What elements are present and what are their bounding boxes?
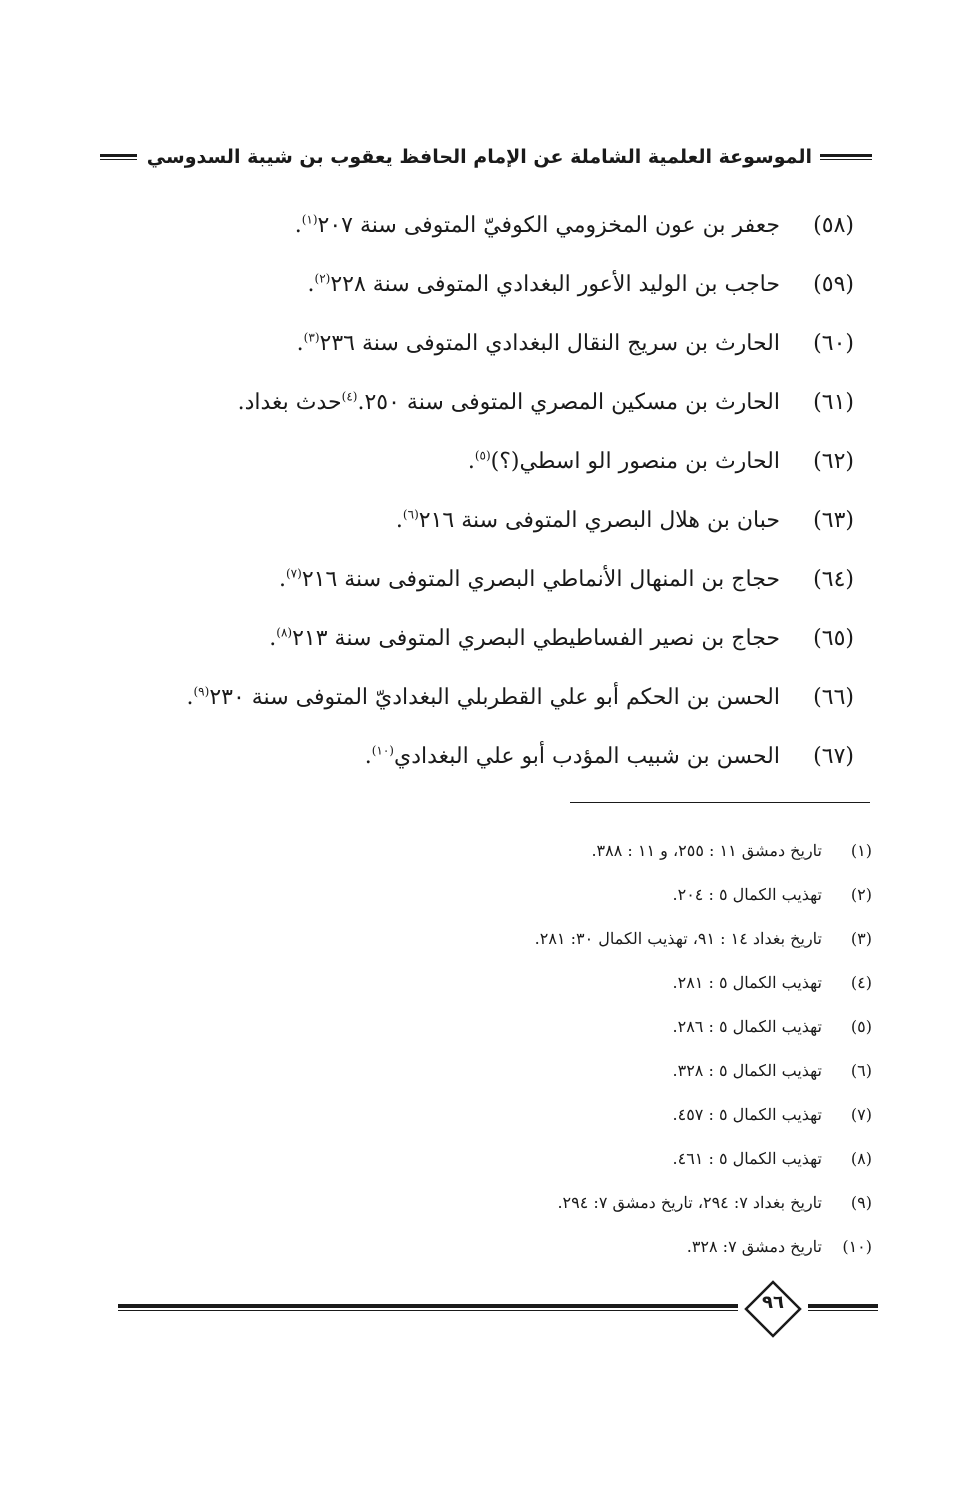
running-header — [100, 140, 872, 174]
footnote-item — [112, 1004, 872, 1048]
footnote-ref: (٢) — [314, 271, 331, 286]
footnote-item — [112, 1224, 872, 1268]
footnote-item — [112, 1092, 872, 1136]
entry-item — [114, 727, 854, 786]
entry-number: (٥٨) — [813, 213, 854, 238]
entry-text: الحسن بن الحكم أبو علي القطربلي البغداديّ المتوفى سنة ٢٣٠$^{(٩)}$. — [186, 684, 780, 710]
footnote-ref: (٩) — [193, 684, 210, 699]
footnote-number: (٧) — [850, 1104, 872, 1124]
entry-text: الحارث بن سريج النقال البغدادي المتوفى سنة ٢٣٦$^{(٣)}$. — [296, 330, 780, 356]
entries-list — [114, 196, 854, 786]
header-rule-short — [820, 154, 872, 160]
footnote-item — [112, 916, 872, 960]
footnote-item — [112, 960, 872, 1004]
footnote-separator — [570, 802, 870, 803]
entry-text: حاجب بن الوليد الأعور البغدادي المتوفى سنة ٢٢٨$^{(٢)}$. — [307, 271, 780, 297]
header-rule-long — [100, 154, 137, 160]
footnote-ref: (٦) — [402, 507, 419, 522]
footnote-text: تهذيب الكمال ٥ : ٢٠٤. — [672, 884, 822, 904]
entry-item — [114, 196, 854, 255]
entry-text: الحارث بن مسكين المصري المتوفى سنة ٢٥٠.$^{(٤)}$حدث بغداد. — [237, 389, 780, 415]
footnote-text: تهذيب الكمال ٥ : ٤٥٧. — [672, 1104, 822, 1124]
entry-number: (٦٤) — [813, 567, 854, 592]
footnote-text: تاريخ بغداد ٧: ٢٩٤، تاريخ دمشق ٧: ٢٩٤. — [557, 1192, 822, 1212]
footnote-ref: (٨) — [276, 625, 293, 640]
entry-item — [114, 314, 854, 373]
footnote-text: تهذيب الكمال ٥ : ٢٨٦. — [672, 1016, 822, 1036]
footnote-number: (٨) — [850, 1148, 872, 1168]
entry-text: الحسن بن شبيب المؤدب أبو علي البغدادي$^{(١٠)}$. — [364, 743, 780, 769]
footnote-ref: (١٠) — [371, 743, 394, 758]
entry-number: (٦٧) — [813, 744, 854, 769]
footnote-number: (٤) — [850, 972, 872, 992]
footnote-item — [112, 1180, 872, 1224]
footnote-text: تاريخ دمشق ١١ : ٢٥٥، و ١١ : ٣٨٨. — [591, 840, 822, 860]
entry-text: حبان بن هلال البصري المتوفى سنة ٢١٦$^{(٦)}$. — [395, 507, 780, 533]
footnote-number: (٦) — [850, 1060, 872, 1080]
footnote-ref: (٥) — [474, 448, 491, 463]
footnote-number: (٩) — [850, 1192, 872, 1212]
footer-rule-right — [808, 1304, 878, 1311]
footnote-ref: (٣) — [303, 330, 320, 345]
header-title: الموسوعة العلمية الشاملة عن الإمام الحافظ يعقوب بن شيبة السدوسي — [146, 146, 812, 168]
entry-item — [114, 432, 854, 491]
entry-text: حجاج بن نصير الفساطيطي البصري المتوفى سنة ٢١٣$^{(٨)}$. — [269, 625, 780, 651]
footnotes-list — [112, 828, 872, 1268]
footnote-text: تاريخ بغداد ١٤ : ٩١، تهذيب الكمال ٣٠: ٢٨١. — [534, 928, 822, 948]
footnote-number: (٢) — [850, 884, 872, 904]
entry-number: (٥٩) — [813, 272, 854, 297]
footer-rule-left — [118, 1304, 738, 1311]
entry-text: الحارث بن منصور الو اسطي(؟)$^{(٥)}$. — [467, 448, 780, 474]
footnote-text: تهذيب الكمال ٥ : ٤٦١. — [672, 1148, 822, 1168]
entry-text: حجاج بن المنهال الأنماطي البصري المتوفى سنة ٢١٦$^{(٧)}$. — [278, 566, 780, 592]
footnote-number: (٣) — [850, 928, 872, 948]
footnote-ref: (٧) — [285, 566, 302, 581]
entry-item — [114, 550, 854, 609]
footnote-text: تهذيب الكمال ٥ : ٣٢٨. — [672, 1060, 822, 1080]
entry-item — [114, 255, 854, 314]
entry-number: (٦٣) — [813, 508, 854, 533]
footnote-number: (١) — [850, 840, 872, 860]
footnote-item — [112, 828, 872, 872]
footnote-item — [112, 872, 872, 916]
entry-number: (٦٢) — [813, 449, 854, 474]
footnote-number: (٥) — [850, 1016, 872, 1036]
entry-item — [114, 491, 854, 550]
page-number: ٩٦ — [762, 1292, 784, 1313]
entry-item — [114, 609, 854, 668]
footnote-item — [112, 1136, 872, 1180]
entry-number: (٦٥) — [813, 626, 854, 651]
entry-number: (٦٦) — [813, 685, 854, 710]
footnote-text: تهذيب الكمال ٥ : ٢٨١. — [672, 972, 822, 992]
footnote-ref: (٤) — [341, 389, 358, 404]
footnote-text: تاريخ دمشق ٧: ٣٢٨. — [686, 1236, 822, 1256]
entry-text: جعفر بن عون المخزومي الكوفيّ المتوفى سنة ٢٠٧$^{(١)}$. — [294, 212, 780, 238]
entry-number: (٦٠) — [813, 331, 854, 356]
footnote-number: (١٠) — [842, 1236, 872, 1256]
entry-item — [114, 373, 854, 432]
footnote-ref: (١) — [301, 212, 318, 227]
footnote-item — [112, 1048, 872, 1092]
entry-number: (٦١) — [813, 390, 854, 415]
entry-item — [114, 668, 854, 727]
